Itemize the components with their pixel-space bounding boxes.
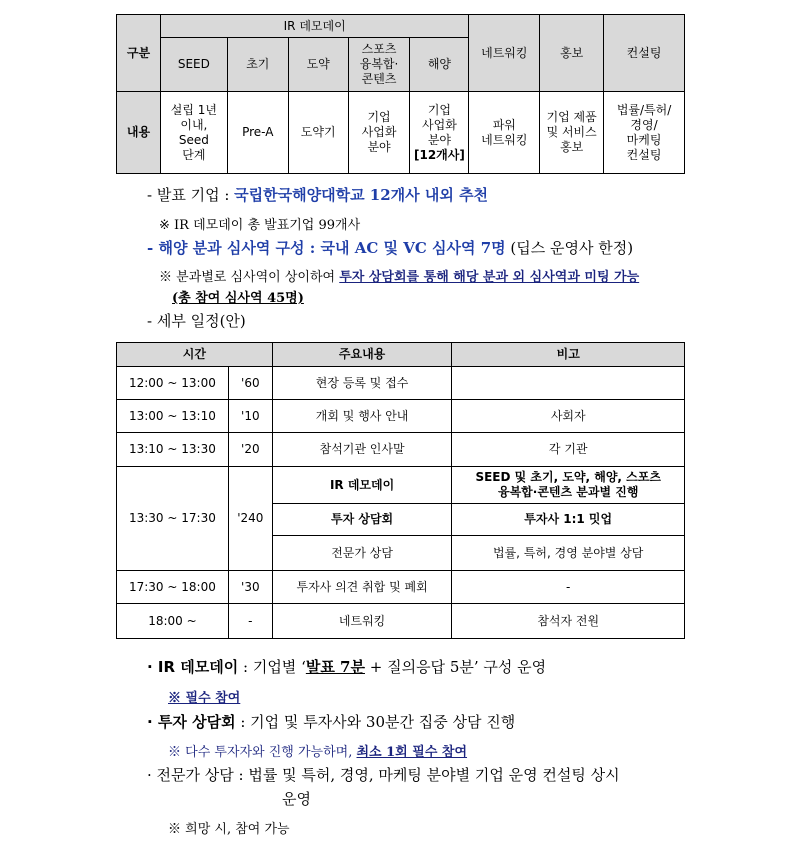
promotion-header: 홍보 (540, 15, 604, 92)
row-note: 각 기관 (452, 433, 685, 467)
detail-meetup-note-highlight: 최소 1회 필수 참여 (356, 745, 468, 760)
row-time: 18:00 ~ (117, 604, 229, 639)
detail-ir-note: ※ 필수 참여 (168, 691, 241, 706)
cell-consulting: 법률/특허/ 경영/ 마케팅 컨설팅 (604, 92, 685, 174)
row-note: SEED 및 초기, 도약, 해양, 스포츠 융복합·콘텐츠 분과별 진행 (452, 467, 685, 504)
row-content: 참석기관 인사말 (272, 433, 452, 467)
note-reviewers (159, 266, 639, 285)
bullet-schedule: - 세부 일정(안) (147, 312, 246, 330)
row-content: 투자 상담회 (272, 504, 452, 536)
header-content: 주요내용 (272, 343, 452, 367)
bullet-presenters (147, 184, 488, 205)
detail-meetup-text: : 기업 및 투자사와 30분간 집중 상담 진행 (235, 713, 516, 731)
table-corner: 구분 (117, 15, 161, 92)
cell-early: Pre-A (227, 92, 288, 174)
row-duration: '20 (228, 433, 272, 467)
row-content: 네트워킹 (272, 604, 452, 639)
row-note (452, 367, 685, 400)
header-note: 비고 (452, 343, 685, 367)
row-note: - (452, 571, 685, 604)
networking-header: 네트워킹 (469, 15, 540, 92)
detail-expert: · 전문가 상담 : 법률 및 특허, 경영, 마케팅 분야별 기업 운영 컨설팅 상시 (147, 766, 620, 784)
note-total-presenters: ※ IR 데모데이 총 발표기업 99개사 (159, 218, 361, 233)
note-total-reviewers: (총 참여 심사역 45명) (172, 291, 304, 306)
row-duration: '30 (228, 571, 272, 604)
bullet-presenters-value: 국립한국해양대학교 12개사 내외 추천 (234, 186, 489, 204)
row-note: 법률, 특허, 경영 분야별 상담 (452, 536, 685, 571)
note-reviewers-highlight: 투자 상담회를 통해 해당 분과 외 심사역과 미팅 가능 (339, 270, 640, 285)
row-content: IR 데모데이 (272, 467, 452, 504)
cell-leap: 도약기 (288, 92, 348, 174)
cell-sports: 기업 사업화 분야 (348, 92, 410, 174)
table-row (117, 433, 685, 467)
cell-marine-text: 기업 사업화 분야 (422, 102, 457, 147)
row-note: 사회자 (452, 400, 685, 433)
row-content: 개회 및 행사 안내 (272, 400, 452, 433)
bullet-reviewers (147, 237, 633, 258)
cell-seed: 설립 1년 이내, Seed 단계 (160, 92, 227, 174)
row-content: 전문가 상담 (272, 536, 452, 571)
bullet-presenters-label: - 발표 기업 : (147, 186, 235, 204)
detail-ir (147, 656, 546, 677)
schedule-table (116, 342, 685, 639)
detail-meetup-label: · 투자 상담회 (147, 713, 236, 731)
table-row (117, 367, 685, 400)
row-duration: '60 (228, 367, 272, 400)
detail-ir-label: · IR 데모데이 (147, 658, 239, 676)
row-time: 17:30 ~ 18:00 (117, 571, 229, 604)
row-duration: '10 (228, 400, 272, 433)
detail-ir-text-a: : 기업별 ‘ (238, 658, 306, 676)
table-row (117, 467, 685, 504)
bullet-reviewers-value: - 해양 분과 심사역 구성 : 국내 AC 및 VC 심사역 7명 (147, 239, 506, 257)
bullet-reviewers-tail: (딥스 운영사 한정) (505, 239, 634, 257)
row-content: 투자사 의견 취합 및 폐회 (272, 571, 452, 604)
consulting-header: 컨설팅 (604, 15, 685, 92)
row-note: 참석자 전원 (452, 604, 685, 639)
row-time: 12:00 ~ 13:00 (117, 367, 229, 400)
row-duration: - (228, 604, 272, 639)
block-time: 13:30 ~ 17:30 (117, 467, 229, 571)
row-content: 현장 등록 및 접수 (272, 367, 452, 400)
col-marine: 해양 (410, 38, 469, 92)
col-leap: 도약 (288, 38, 348, 92)
table-row (117, 604, 685, 639)
detail-expert-note: ※ 희망 시, 참여 가능 (168, 822, 290, 837)
cell-marine (410, 92, 469, 174)
col-seed: SEED (160, 38, 227, 92)
block-duration: '240 (228, 467, 272, 571)
detail-ir-highlight: 발표 7분 (305, 658, 365, 676)
col-sports: 스포츠 융복합· 콘텐츠 (348, 38, 410, 92)
detail-expert-line2: 운영 (282, 790, 311, 808)
program-table (116, 14, 685, 174)
cell-networking: 파워 네트워킹 (469, 92, 540, 174)
header-time: 시간 (117, 343, 273, 367)
col-early: 초기 (227, 38, 288, 92)
detail-ir-text-b: + 질의응답 5분’ 구성 운영 (364, 658, 547, 676)
detail-meetup (147, 711, 515, 732)
table-row (117, 571, 685, 604)
detail-meetup-note-text: ※ 다수 투자자와 진행 가능하며, (168, 745, 357, 760)
ir-group-header: IR 데모데이 (160, 15, 468, 38)
note-reviewers-prefix: ※ 분과별로 심사역이 상이하여 (159, 270, 340, 285)
cell-promotion: 기업 제품 및 서비스 홍보 (540, 92, 604, 174)
row-label-content: 내용 (117, 92, 161, 174)
table-row (117, 400, 685, 433)
row-note: 투자사 1:1 밋업 (452, 504, 685, 536)
row-time: 13:00 ~ 13:10 (117, 400, 229, 433)
detail-meetup-note (168, 741, 467, 760)
cell-marine-count: [12개사] (414, 147, 465, 162)
row-time: 13:10 ~ 13:30 (117, 433, 229, 467)
